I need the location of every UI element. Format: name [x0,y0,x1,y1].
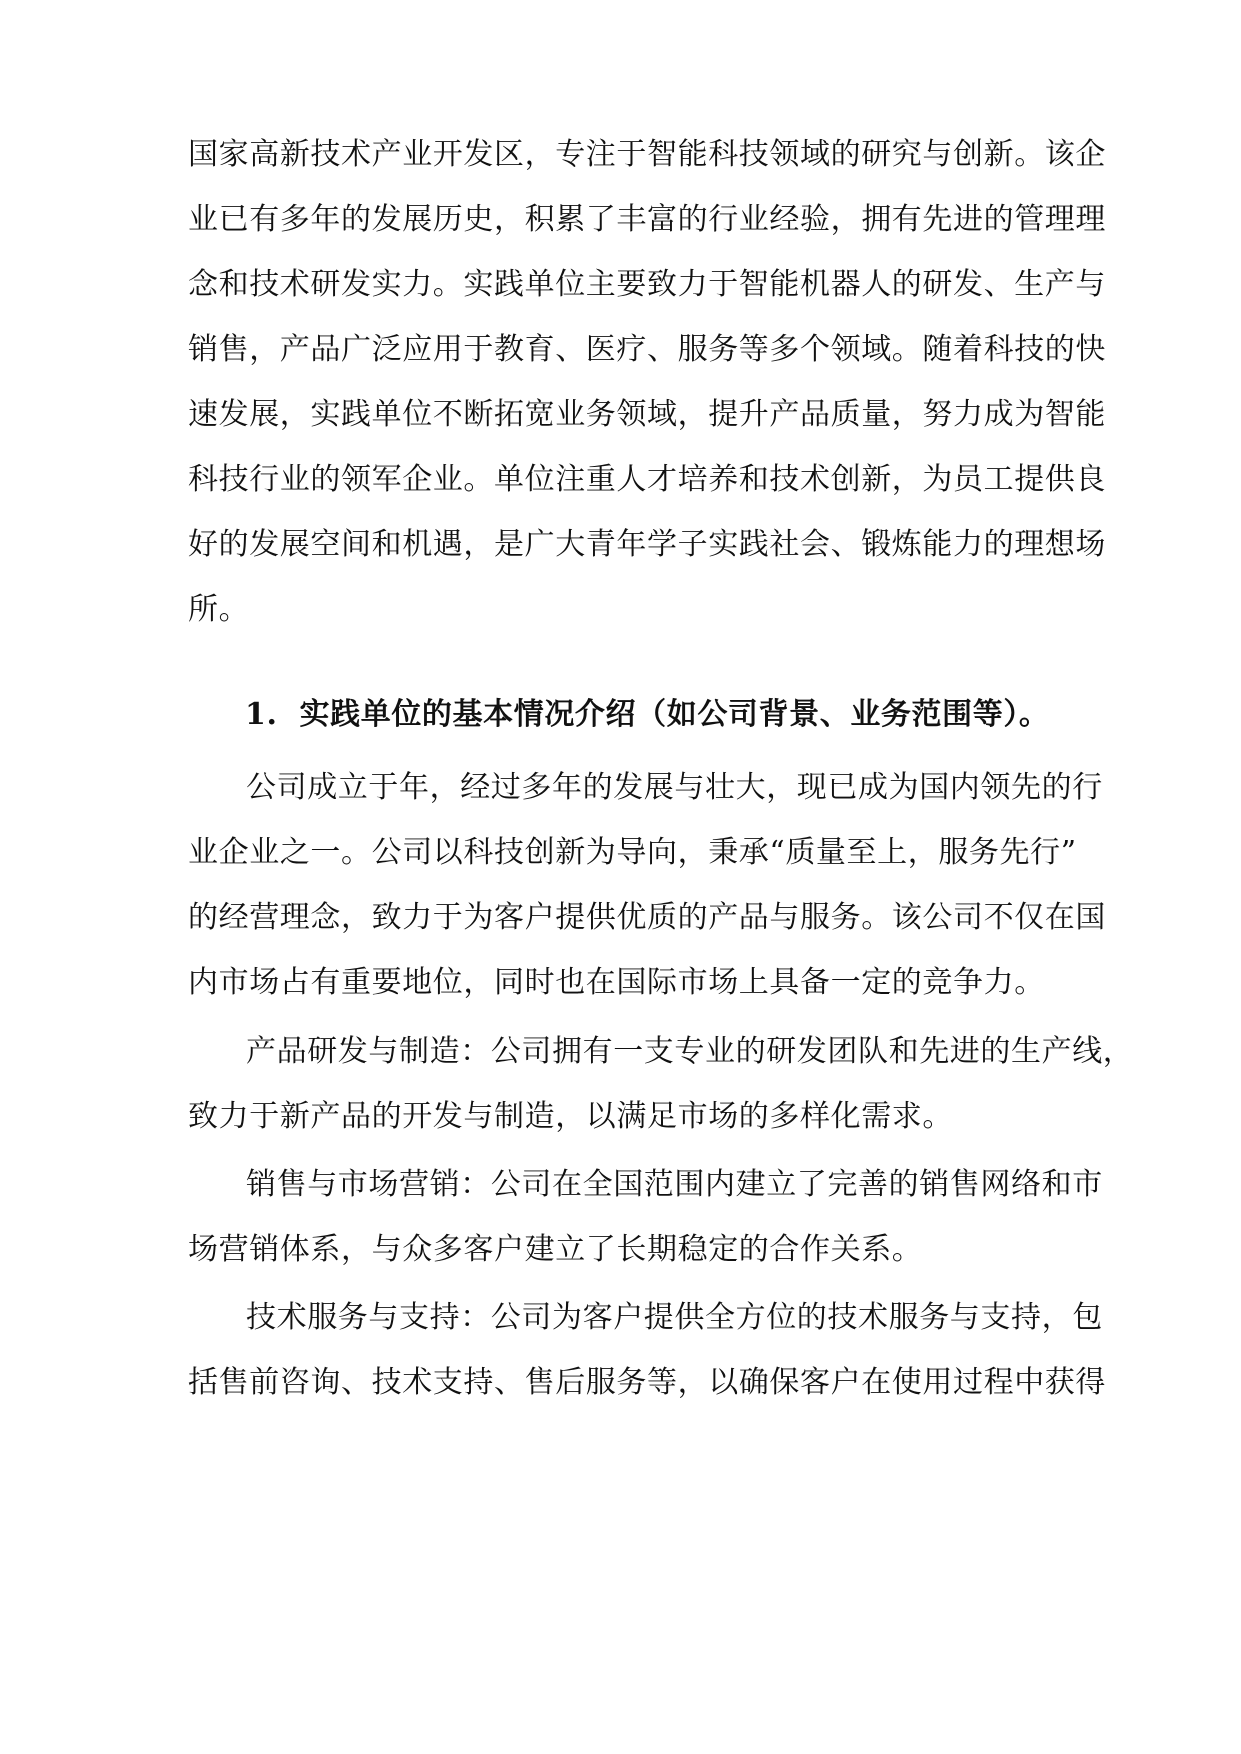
text-line: 销售与市场营销：公司在全国范围内建立了完善的销售网络和市 [246,1167,1103,1202]
text-line: 产品研发与制造：公司拥有一支专业的研发团队和先进的生产线， [246,1034,1134,1069]
text-line: 括售前咨询、技术支持、售后服务等，以确保客户在使用过程中获得 [188,1365,1106,1400]
text-line: 好的发展空间和机遇，是广大青年学子实践社会、锻炼能力的理想场 [188,527,1106,562]
text-line: 的经营理念，致力于为客户提供优质的产品与服务。该公司不仅在国 [188,900,1106,935]
text-line: 所。 [188,592,250,627]
text-line: 技术服务与支持：公司为客户提供全方位的技术服务与支持，包 [246,1300,1103,1335]
text-line: 公司成立于年，经过多年的发展与壮大，现已成为国内领先的行 [246,770,1103,805]
text-line: 速发展，实践单位不断拓宽业务领域，提升产品质量，努力成为智能 [188,397,1106,432]
text-line: 业企业之一。公司以科技创新为导向，秉承“质量至上，服务先行” [188,835,1077,870]
text-line: 内市场占有重要地位，同时也在国际市场上具备一定的竞争力。 [188,965,1045,1000]
text-line: 念和技术研发实力。实践单位主要致力于智能机器人的研发、生产与 [188,267,1106,302]
text-line: 科技行业的领军企业。单位注重人才培养和技术创新，为员工提供良 [188,462,1106,497]
section-heading-number: 1. [245,697,278,732]
section-heading-text: 实践单位的基本情况介绍（如公司背景、业务范围等）。 [299,697,1050,732]
text-line: 业已有多年的发展历史，积累了丰富的行业经验，拥有先进的管理理 [188,202,1106,237]
text-line: 致力于新产品的开发与制造，以满足市场的多样化需求。 [188,1099,953,1134]
text-line: 销售，产品广泛应用于教育、医疗、服务等多个领域。随着科技的快 [188,332,1106,367]
text-line: 场营销体系，与众多客户建立了长期稳定的合作关系。 [188,1232,923,1267]
text-line: 国家高新技术产业开发区，专注于智能科技领域的研究与创新。该企 [188,137,1106,172]
section-heading [245,695,1050,735]
